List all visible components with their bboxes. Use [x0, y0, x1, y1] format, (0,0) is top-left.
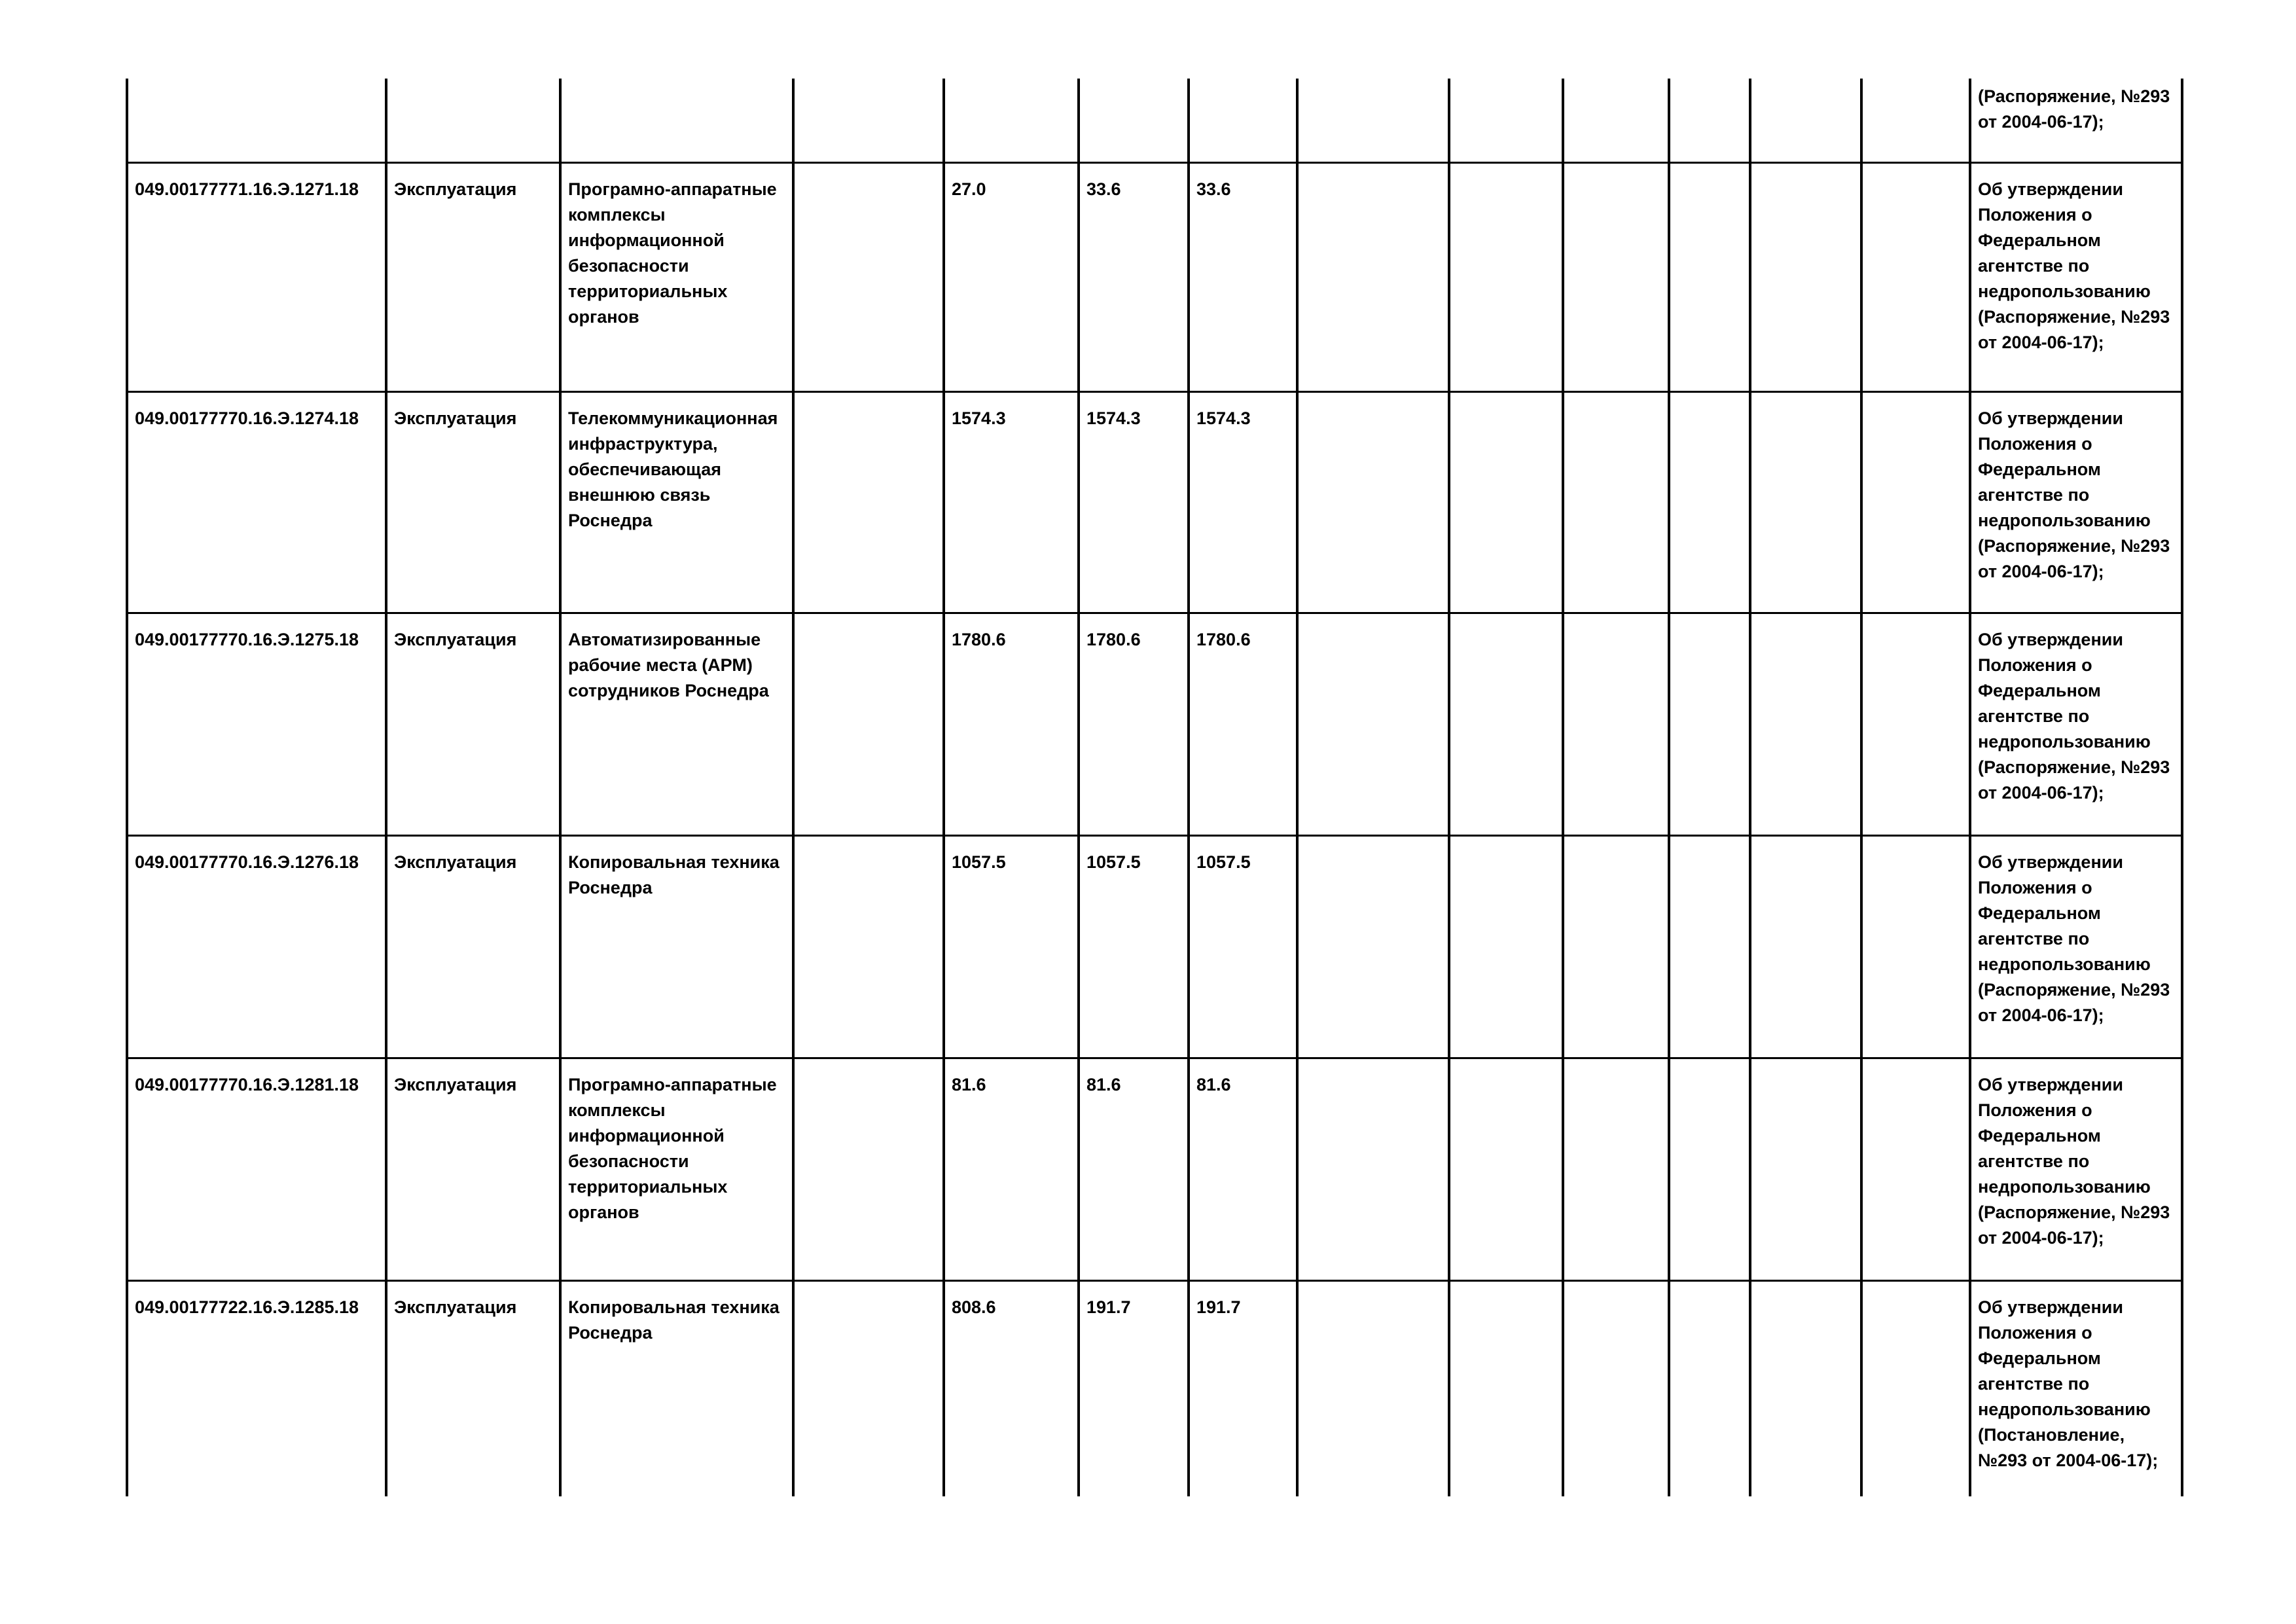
cell-blank: [1297, 391, 1449, 613]
cell-basis: (Распоряжение, №293 от 2004-06-17);: [1970, 79, 2182, 162]
cell-value-2: 1780.6: [1079, 613, 1189, 835]
cell-blank: [1449, 391, 1563, 613]
cell-blank: [1297, 835, 1449, 1058]
cell-blank: [1750, 613, 1861, 835]
cell-object: Телекоммуникационная инфраструктура, обеспечивающая внешнюю связь Роснедра: [560, 391, 793, 613]
cell-blank: [793, 1058, 944, 1280]
cell-object: [560, 79, 793, 162]
cell-stage: Эксплуатация: [386, 1058, 560, 1280]
cell-blank: [1750, 1058, 1861, 1280]
cell-object: Програмно-аппаратные комплексы информационной безопасности территориальных органов: [560, 162, 793, 391]
cell-blank: [1669, 1058, 1750, 1280]
cell-stage: [386, 79, 560, 162]
cell-value-1: 1574.3: [944, 391, 1079, 613]
cell-blank: [1669, 835, 1750, 1058]
data-table: [126, 79, 2183, 1496]
cell-blank: [1563, 162, 1669, 391]
cell-blank: [1750, 162, 1861, 391]
cell-value-3: 1057.5: [1189, 835, 1297, 1058]
cell-value-2: 1574.3: [1079, 391, 1189, 613]
cell-stage: Эксплуатация: [386, 162, 560, 391]
cell-blank: [1861, 79, 1970, 162]
cell-blank: [793, 835, 944, 1058]
cell-blank: [1669, 79, 1750, 162]
cell-blank: [1861, 835, 1970, 1058]
cell-blank: [1449, 835, 1563, 1058]
cell-object: Автоматизированные рабочие места (АРМ) сотрудников Роснедра: [560, 613, 793, 835]
cell-blank: [1563, 1280, 1669, 1496]
cell-blank: [1297, 613, 1449, 835]
cell-blank: [1563, 1058, 1669, 1280]
cell-blank: [1297, 1058, 1449, 1280]
cell-code: 049.00177722.16.Э.1285.18: [127, 1280, 386, 1496]
table-row: [127, 1058, 2182, 1280]
cell-value-1: [944, 79, 1079, 162]
cell-code: 049.00177770.16.Э.1281.18: [127, 1058, 386, 1280]
cell-value-2: 33.6: [1079, 162, 1189, 391]
cell-code: 049.00177770.16.Э.1274.18: [127, 391, 386, 613]
table-row: [127, 391, 2182, 613]
cell-blank: [1861, 162, 1970, 391]
cell-blank: [793, 79, 944, 162]
cell-value-3: 1780.6: [1189, 613, 1297, 835]
table-row: [127, 1280, 2182, 1496]
cell-basis: Об утверждении Положения о Федеральном агентстве по недропользованию (Распоряжение, №293 от 2004-06-17);: [1970, 391, 2182, 613]
table-row: [127, 162, 2182, 391]
cell-value-1: 1780.6: [944, 613, 1079, 835]
cell-blank: [1861, 1058, 1970, 1280]
cell-blank: [793, 162, 944, 391]
cell-blank: [1449, 162, 1563, 391]
cell-basis: Об утверждении Положения о Федеральном агентстве по недропользованию (Распоряжение, №293 от 2004-06-17);: [1970, 162, 2182, 391]
cell-value-1: 81.6: [944, 1058, 1079, 1280]
cell-blank: [1750, 1280, 1861, 1496]
cell-basis: Об утверждении Положения о Федеральном агентстве по недропользованию (Постановление, №293 от 2004-06-17);: [1970, 1280, 2182, 1496]
cell-basis: Об утверждении Положения о Федеральном агентстве по недропользованию (Распоряжение, №293 от 2004-06-17);: [1970, 613, 2182, 835]
cell-basis: Об утверждении Положения о Федеральном агентстве по недропользованию (Распоряжение, №293 от 2004-06-17);: [1970, 1058, 2182, 1280]
cell-blank: [1297, 162, 1449, 391]
cell-stage: Эксплуатация: [386, 391, 560, 613]
cell-blank: [1669, 613, 1750, 835]
cell-basis: Об утверждении Положения о Федеральном агентстве по недропользованию (Распоряжение, №293 от 2004-06-17);: [1970, 835, 2182, 1058]
cell-blank: [1861, 613, 1970, 835]
cell-blank: [1750, 391, 1861, 613]
cell-value-1: 1057.5: [944, 835, 1079, 1058]
cell-stage: Эксплуатация: [386, 613, 560, 835]
cell-value-2: [1079, 79, 1189, 162]
cell-blank: [1297, 79, 1449, 162]
cell-blank: [1449, 1280, 1563, 1496]
cell-blank: [1861, 1280, 1970, 1496]
cell-blank: [1563, 835, 1669, 1058]
cell-value-3: 33.6: [1189, 162, 1297, 391]
cell-code: [127, 79, 386, 162]
cell-object: Копировальная техника Роснедра: [560, 835, 793, 1058]
cell-value-1: 27.0: [944, 162, 1079, 391]
cell-value-2: 191.7: [1079, 1280, 1189, 1496]
table-row: [127, 613, 2182, 835]
cell-stage: Эксплуатация: [386, 1280, 560, 1496]
cell-blank: [1449, 1058, 1563, 1280]
cell-blank: [793, 1280, 944, 1496]
cell-object: Копировальная техника Роснедра: [560, 1280, 793, 1496]
cell-blank: [1449, 613, 1563, 835]
cell-blank: [1861, 391, 1970, 613]
cell-code: 049.00177771.16.Э.1271.18: [127, 162, 386, 391]
cell-blank: [1669, 1280, 1750, 1496]
cell-blank: [1669, 391, 1750, 613]
cell-blank: [1563, 79, 1669, 162]
cell-blank: [1563, 391, 1669, 613]
cell-object: Програмно-аппаратные комплексы информационной безопасности территориальных органов: [560, 1058, 793, 1280]
document-page: [126, 79, 2181, 1496]
cell-blank: [793, 613, 944, 835]
cell-value-3: 191.7: [1189, 1280, 1297, 1496]
cell-blank: [1750, 835, 1861, 1058]
cell-blank: [793, 391, 944, 613]
cell-blank: [1563, 613, 1669, 835]
cell-blank: [1750, 79, 1861, 162]
cell-code: 049.00177770.16.Э.1276.18: [127, 835, 386, 1058]
cell-value-3: 1574.3: [1189, 391, 1297, 613]
cell-blank: [1449, 79, 1563, 162]
table-row-continuation: [127, 79, 2182, 162]
table-row: [127, 835, 2182, 1058]
cell-code: 049.00177770.16.Э.1275.18: [127, 613, 386, 835]
cell-value-3: 81.6: [1189, 1058, 1297, 1280]
cell-stage: Эксплуатация: [386, 835, 560, 1058]
cell-value-1: 808.6: [944, 1280, 1079, 1496]
cell-value-3: [1189, 79, 1297, 162]
cell-value-2: 1057.5: [1079, 835, 1189, 1058]
cell-value-2: 81.6: [1079, 1058, 1189, 1280]
cell-blank: [1297, 1280, 1449, 1496]
cell-blank: [1669, 162, 1750, 391]
